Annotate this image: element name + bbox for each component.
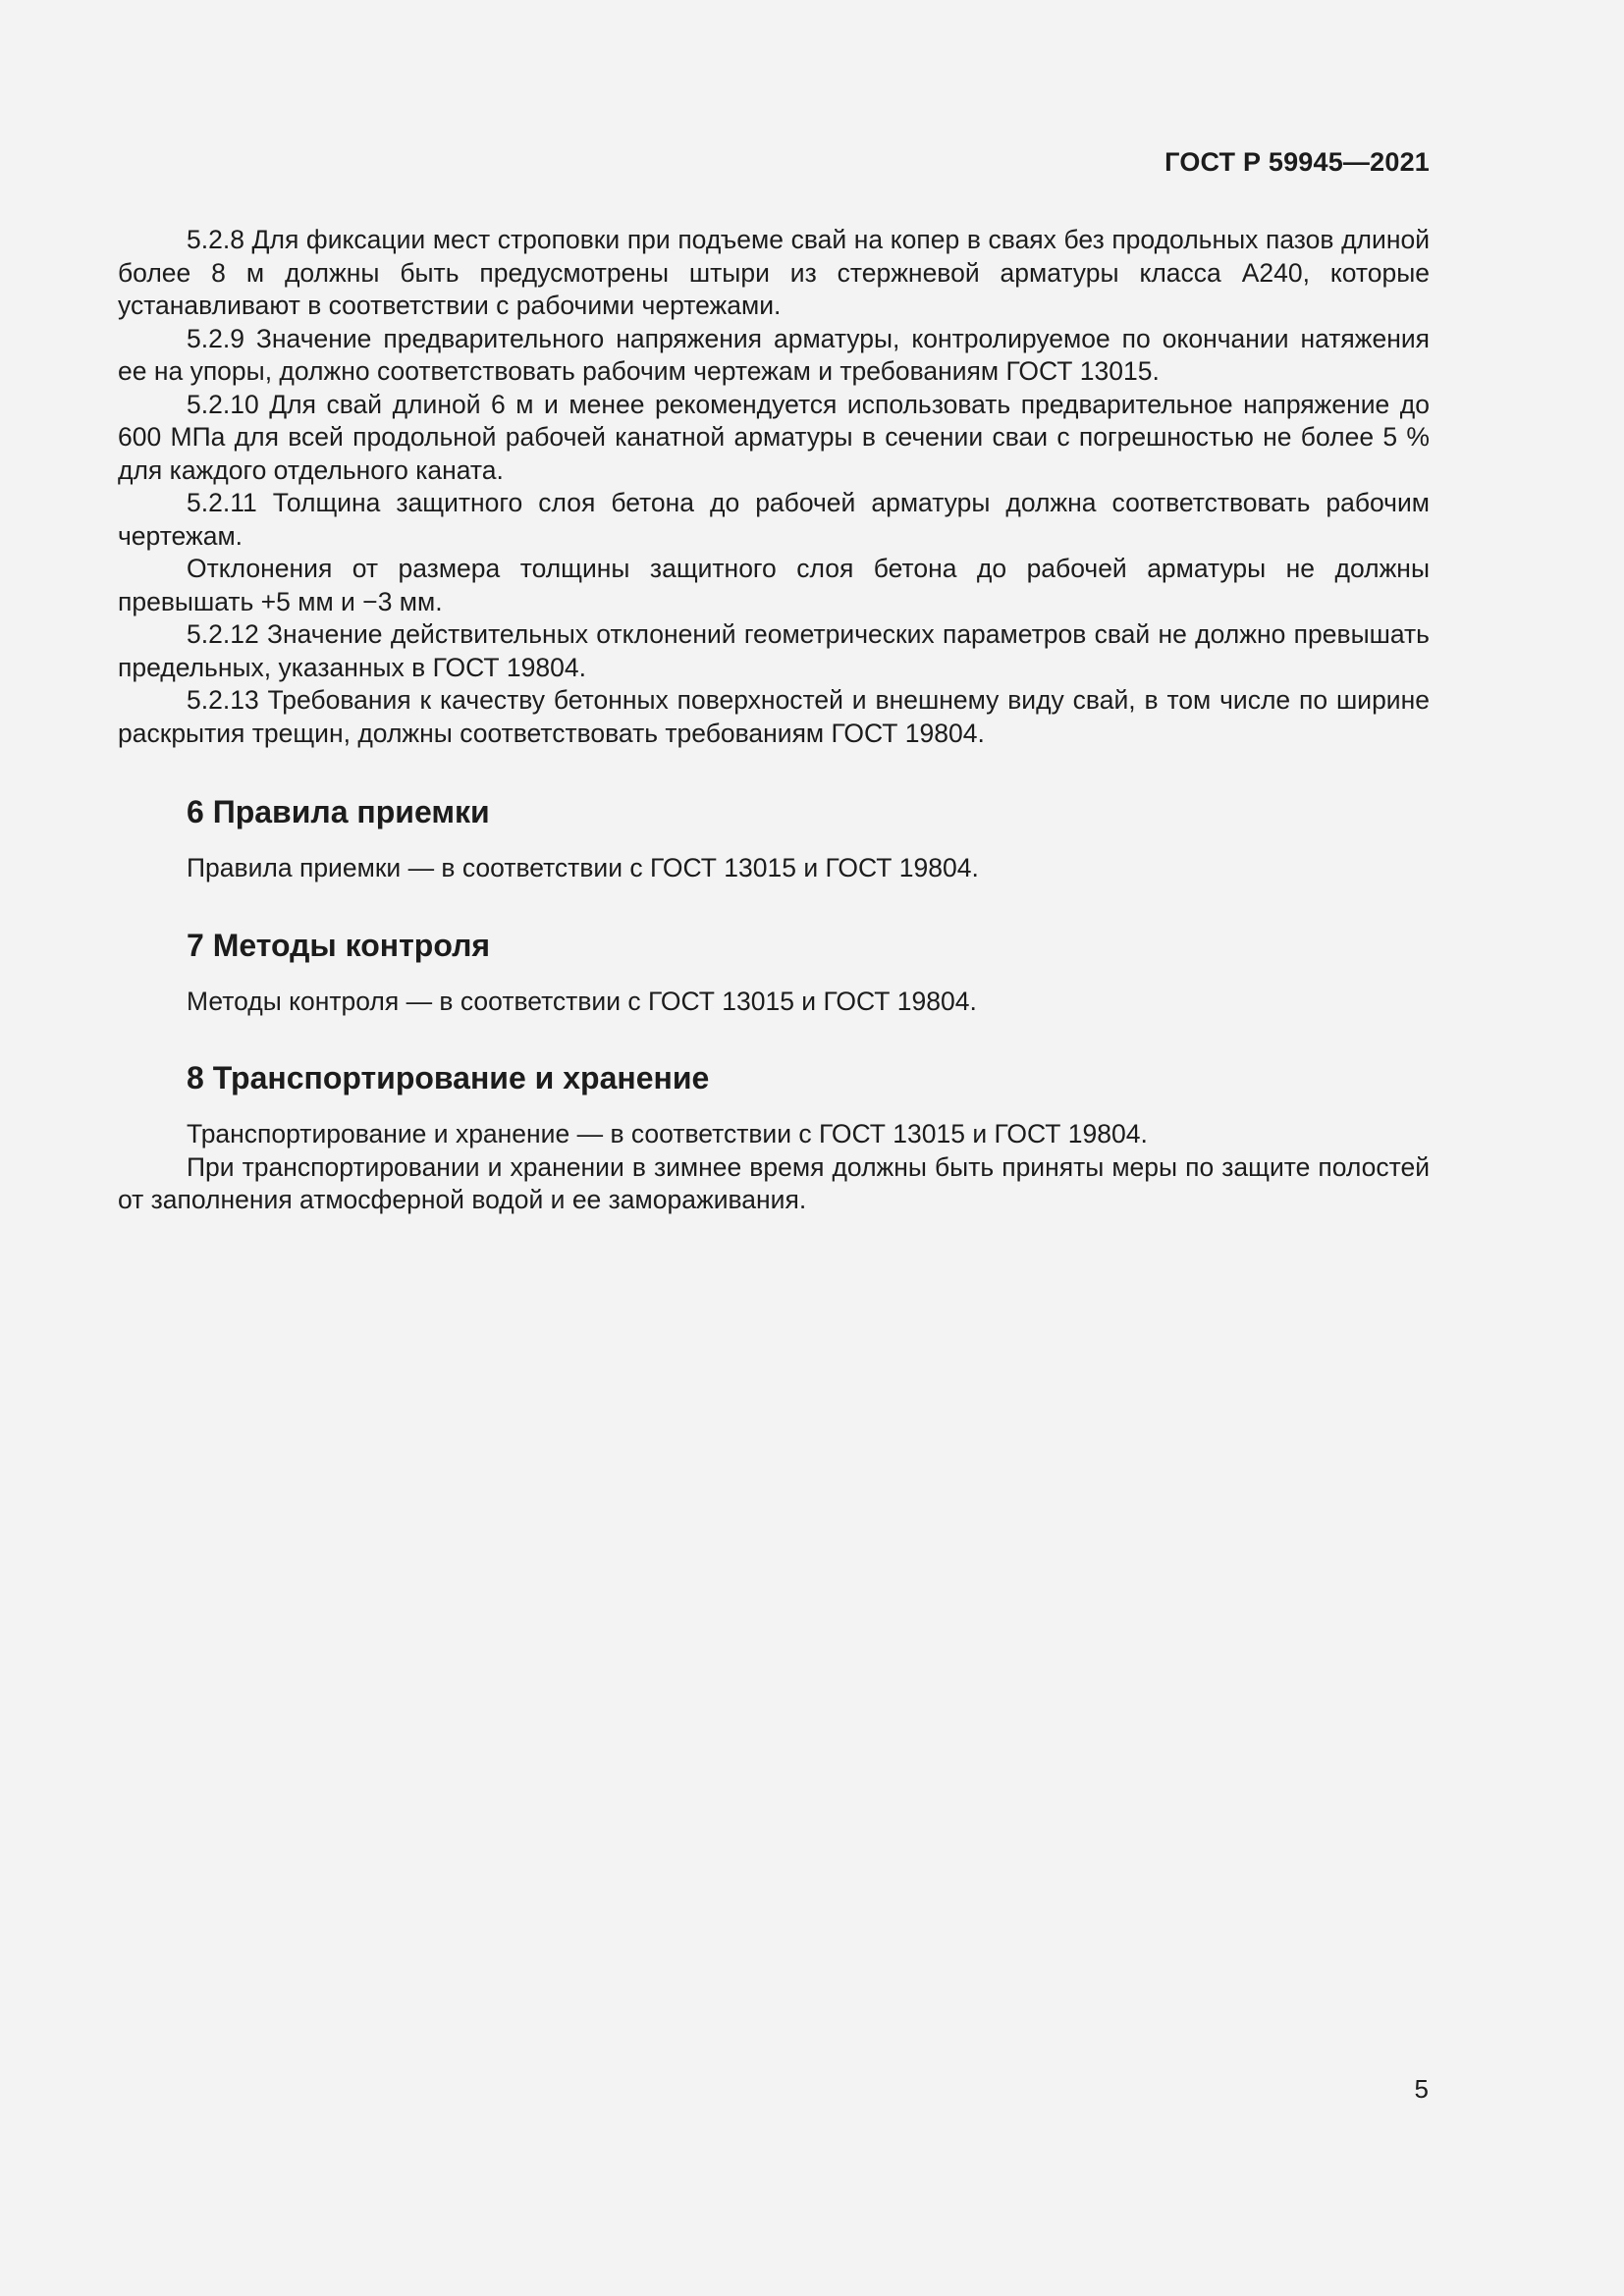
paragraph-5-2-10: 5.2.10 Для свай длиной 6 м и менее рекомендуется использовать предварительное напряжение до 600 МПа для всей продольной рабочей канатной арматуры в сечении сваи с погрешностью не более 5 % для каждого отдельного каната. bbox=[118, 389, 1430, 485]
section-8-heading: 8 Транспортирование и хранение bbox=[187, 1060, 710, 1095]
section-8-paragraph-1: Транспортирование и хранение — в соответствии с ГОСТ 13015 и ГОСТ 19804. bbox=[187, 1119, 1148, 1148]
document-body bbox=[118, 224, 1430, 1217]
page-number: 5 bbox=[1414, 2074, 1429, 2104]
section-7-heading: 7 Методы контроля bbox=[187, 927, 491, 963]
paragraph-5-2-11-deviation: Отклонения от размера толщины защитного слоя бетона до рабочей арматуры не должны превышать +5 мм и −3 мм. bbox=[118, 554, 1430, 616]
paragraph-5-2-12: 5.2.12 Значение действительных отклонений геометрических параметров свай не должно превышать предельных, указанных в ГОСТ 19804. bbox=[118, 619, 1430, 682]
paragraph-5-2-8: 5.2.8 Для фиксации мест строповки при подъеме свай на копер в сваях без продольных пазов длиной более 8 м должны быть предусмотрены штыри из стержневой арматуры класса А240, которые устанавливают в соответствии с рабочими чертежами. bbox=[118, 225, 1430, 320]
section-6-paragraph: Правила приемки — в соответствии с ГОСТ 13015 и ГОСТ 19804. bbox=[187, 853, 979, 882]
section-6-body bbox=[118, 852, 1430, 885]
section-8-paragraph-2: При транспортировании и хранении в зимнее время должны быть приняты меры по защите полостей от заполнения атмосферной водой и ее замораживания. bbox=[118, 1151, 1430, 1214]
section-7-body bbox=[118, 986, 1430, 1019]
paragraph-5-2-11: 5.2.11 Толщина защитного слоя бетона до рабочей арматуры должна соответствовать рабочим чертежам. bbox=[118, 488, 1430, 551]
document-id-header: ГОСТ Р 59945—2021 bbox=[1164, 147, 1430, 177]
paragraph-5-2-13: 5.2.13 Требования к качеству бетонных поверхностей и внешнему виду свай, в том числе по ширине раскрытия трещин, должны соответствовать требованиям ГОСТ 19804. bbox=[118, 685, 1430, 748]
paragraph-5-2-9: 5.2.9 Значение предварительного напряжения арматуры, контролируемое по окончании натяжения ее на упоры, должно соответствовать рабочим чертежам и требованиям ГОСТ 13015. bbox=[118, 323, 1430, 386]
section-8-body bbox=[118, 1118, 1430, 1217]
section-7-paragraph: Методы контроля — в соответствии с ГОСТ 13015 и ГОСТ 19804. bbox=[187, 986, 977, 1016]
section-6-heading: 6 Правила приемки bbox=[187, 794, 490, 829]
